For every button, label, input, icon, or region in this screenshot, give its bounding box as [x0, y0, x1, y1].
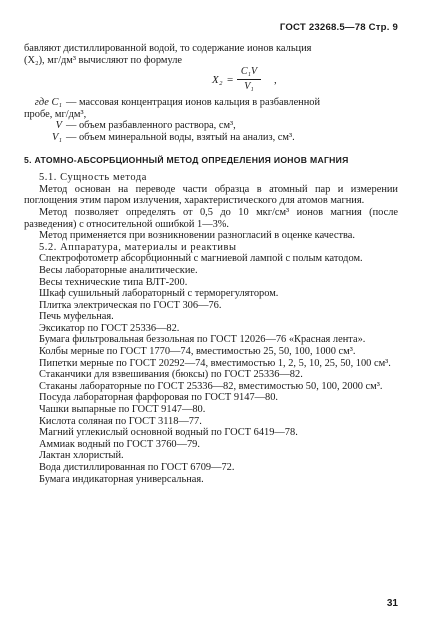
intro-line-2: (X₂), мг/дм³ вычисляют по формуле — [24, 54, 182, 66]
formula-lhs: X₂ — [212, 74, 223, 87]
subsection-5-1-title: 5.1. Сущность метода — [39, 172, 147, 184]
list-item: Посуда лабораторная фарфоровая по ГОСТ 9147—80. — [39, 392, 279, 404]
running-header: ГОСТ 23268.5—78 Стр. 9 — [279, 22, 398, 33]
page-number: 31 — [386, 598, 398, 609]
intro-line-1: бавляют дистиллированной водой, то содержание ионов кальция — [24, 43, 312, 54]
formula-numerator: C₁V — [240, 66, 258, 78]
list-item: Чашки выпарные по ГОСТ 9147—80. — [39, 404, 206, 416]
definition-text: пробе, мг/дм³, — [24, 108, 87, 120]
definition-row — [24, 97, 398, 109]
list-item: Печь муфельная. — [39, 311, 114, 323]
list-item: Бумага фильтровальная беззольная по ГОСТ 12026—76 «Красная лента». — [39, 334, 366, 346]
list-item: Пипетки мерные по ГОСТ 20292—74, вместимостью 1, 2, 5, 10, 25, 50, 100 см³. — [39, 357, 391, 369]
list-item: Лактан хлористый. — [39, 450, 124, 462]
section-5-heading: 5. АТОМНО-АБСОРБЦИОННЫЙ МЕТОД ОПРЕДЕЛЕНИЯ ИОНОВ МАГНИЯ — [24, 154, 349, 165]
list-item: Весы лабораторные аналитические. — [39, 264, 198, 276]
list-item: Плитка электрическая по ГОСТ 306—76. — [39, 299, 222, 311]
page-body — [24, 43, 398, 485]
variable-definitions — [24, 97, 398, 143]
definition-text: — объем минеральной воды, взятый на анализ, см³. — [66, 131, 295, 143]
definition-text: — массовая концентрация ионов кальция в разбавленной — [66, 97, 321, 109]
list-item: Бумага индикаторная универсальная. — [39, 473, 204, 485]
list-item: Вода дистиллированная по ГОСТ 6709—72. — [39, 462, 235, 473]
definition-row — [24, 120, 398, 132]
definition-symbol: где C₁ — [34, 97, 62, 109]
list-item: Кислота соляная по ГОСТ 3118—77. — [39, 415, 202, 427]
definition-symbol: V₁ — [52, 131, 62, 143]
list-item: Аммиак водный по ГОСТ 3760—79. — [39, 438, 200, 450]
list-item: Спектрофотометр абсорбционный с магниевой лампой с полым катодом. — [39, 253, 363, 265]
formula-equals: = — [227, 74, 234, 87]
formula-fraction-bar — [237, 79, 261, 80]
paragraph: Метод позволяет определять от 0,5 до 10 мкг/см³ ионов магния (после разведения) с относительной ошибкой 1—3%. — [24, 206, 398, 230]
list-item: Стаканчики для взвешивания (бюксы) по ГОСТ 25336—82. — [39, 369, 303, 381]
subsection-5-2-title: 5.2. Аппаратура, материалы и реактивы — [39, 241, 237, 253]
equipment-list — [24, 253, 398, 485]
list-item: Магний углекислый основной водный по ГОСТ 6419—78. — [39, 427, 298, 439]
list-item: Эксикатор по ГОСТ 25336—82. — [39, 322, 180, 334]
list-item: Весы технические типа ВЛТ-200. — [39, 276, 188, 288]
paragraph: Метод применяется при возникновении разногласий в оценке качества. — [39, 230, 355, 242]
definition-row — [24, 109, 398, 121]
definition-row — [24, 132, 398, 144]
paragraph: Метод основан на переводе части образца в атомный пар и измерении поглощения этим паром излучения, характеристического для атомов магния. — [24, 183, 398, 207]
formula-x2 — [24, 66, 398, 97]
list-item: Шкаф сушильный лабораторный с терморегулятором. — [39, 288, 279, 300]
list-item: Стаканы лабораторные по ГОСТ 25336—82, вместимостью 50, 100, 2000 см³. — [39, 380, 383, 392]
formula-denominator: V₁ — [244, 81, 254, 93]
definition-text: — объем разбавленного раствора, см³, — [66, 120, 236, 132]
list-item: Колбы мерные по ГОСТ 1770—74, вместимостью 25, 50, 100, 1000 см³. — [39, 346, 356, 358]
definition-symbol: V — [55, 120, 62, 132]
formula-comma: , — [274, 74, 277, 87]
